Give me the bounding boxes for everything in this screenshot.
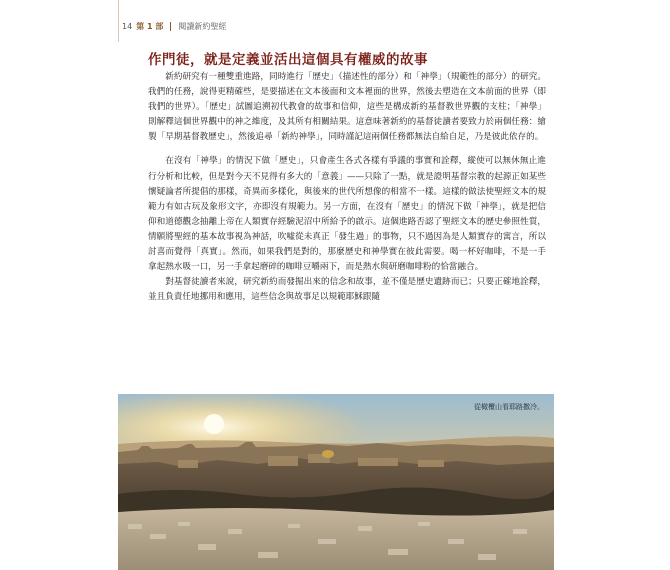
sun	[204, 414, 224, 434]
dome	[322, 450, 334, 458]
paragraph: 在沒有「神學」的情況下做「歷史」，只會產生各式各樣有爭議的事實和詮釋，縱使可以無休無止進行分析和比較，但是對今天不見得有多大的「意義」——只除了一點，就是證明基督宗教的起源正如某些懷疑論者所提倡的那樣，奇異而多樣化，與後來的世代所想像的相當不一樣。這樣的做法使聖經文本的規範力有如古玩及象形文字，亦即沒有規範力。另一方面，在沒有「歷史」的情況下做「神學」，就是把信仰和道德觀念抽離上帝在人類實存經驗泥沼中所給予的啟示。這個進路否認了聖經文本的歷史參照性質，情願將聖經的基本故事視為神話，吹噓從未真正「發生過」的事物，只不過因為是人類實存的寓言，所以討喜而覺得「真實」。然而，如果我們是對的，那麼歷史和神學實在彼此需要。喝一杯好咖啡，不是一手拿起熱水吸一口，另一手拿起磨碎的咖啡豆嚼兩下，而是熱水與研磨咖啡粉的恰當融合。	[148, 156, 546, 273]
body-text	[148, 70, 546, 305]
photo-illustration	[118, 394, 554, 570]
book-title: 閱讀新約聖經	[178, 21, 227, 31]
part-label: 第 1 部	[136, 21, 164, 31]
photo-caption: 從橄欖山看耶路撒冷。	[474, 403, 544, 411]
section-heading: 作門徒，就是定義並活出這個具有權威的故事	[148, 52, 428, 68]
paragraph: 對基督徒讀者來說，研究新約而發掘出來的信念和故事，並不僅是歷史遺跡而已；只要正確地詮釋，並且負責任地挪用和應用，這些信念與故事足以規範耶穌跟隨	[148, 277, 546, 303]
page-number: 14	[122, 21, 133, 31]
header-rule	[118, 0, 119, 42]
jerusalem-photo	[118, 394, 554, 570]
header-separator	[170, 22, 171, 31]
paragraph: 新約研究有一種雙重進路，同時進行「歷史」（描述性的部分）和「神學」（規範性的部分）的研究。我們的任務，說得更精確些，是要描述在文本後面和文本裡面的世界，然後去塑造在文本前面的世界（即我們的世界）。「歷史」試圖追溯初代教會的故事和信仰，這些是構成新約基督教世界觀的支柱；「神學」則解釋這個世界觀中的神之維度，及其所有相關結果。這意味著新約的基督徒讀者要致力於兩個任務：繪製「早期基督教歷史」，然後追尋「新約神學」，同時謹記這兩個任務都無法自給自足，乃是彼此依存的。	[148, 72, 546, 143]
running-header	[122, 18, 226, 34]
